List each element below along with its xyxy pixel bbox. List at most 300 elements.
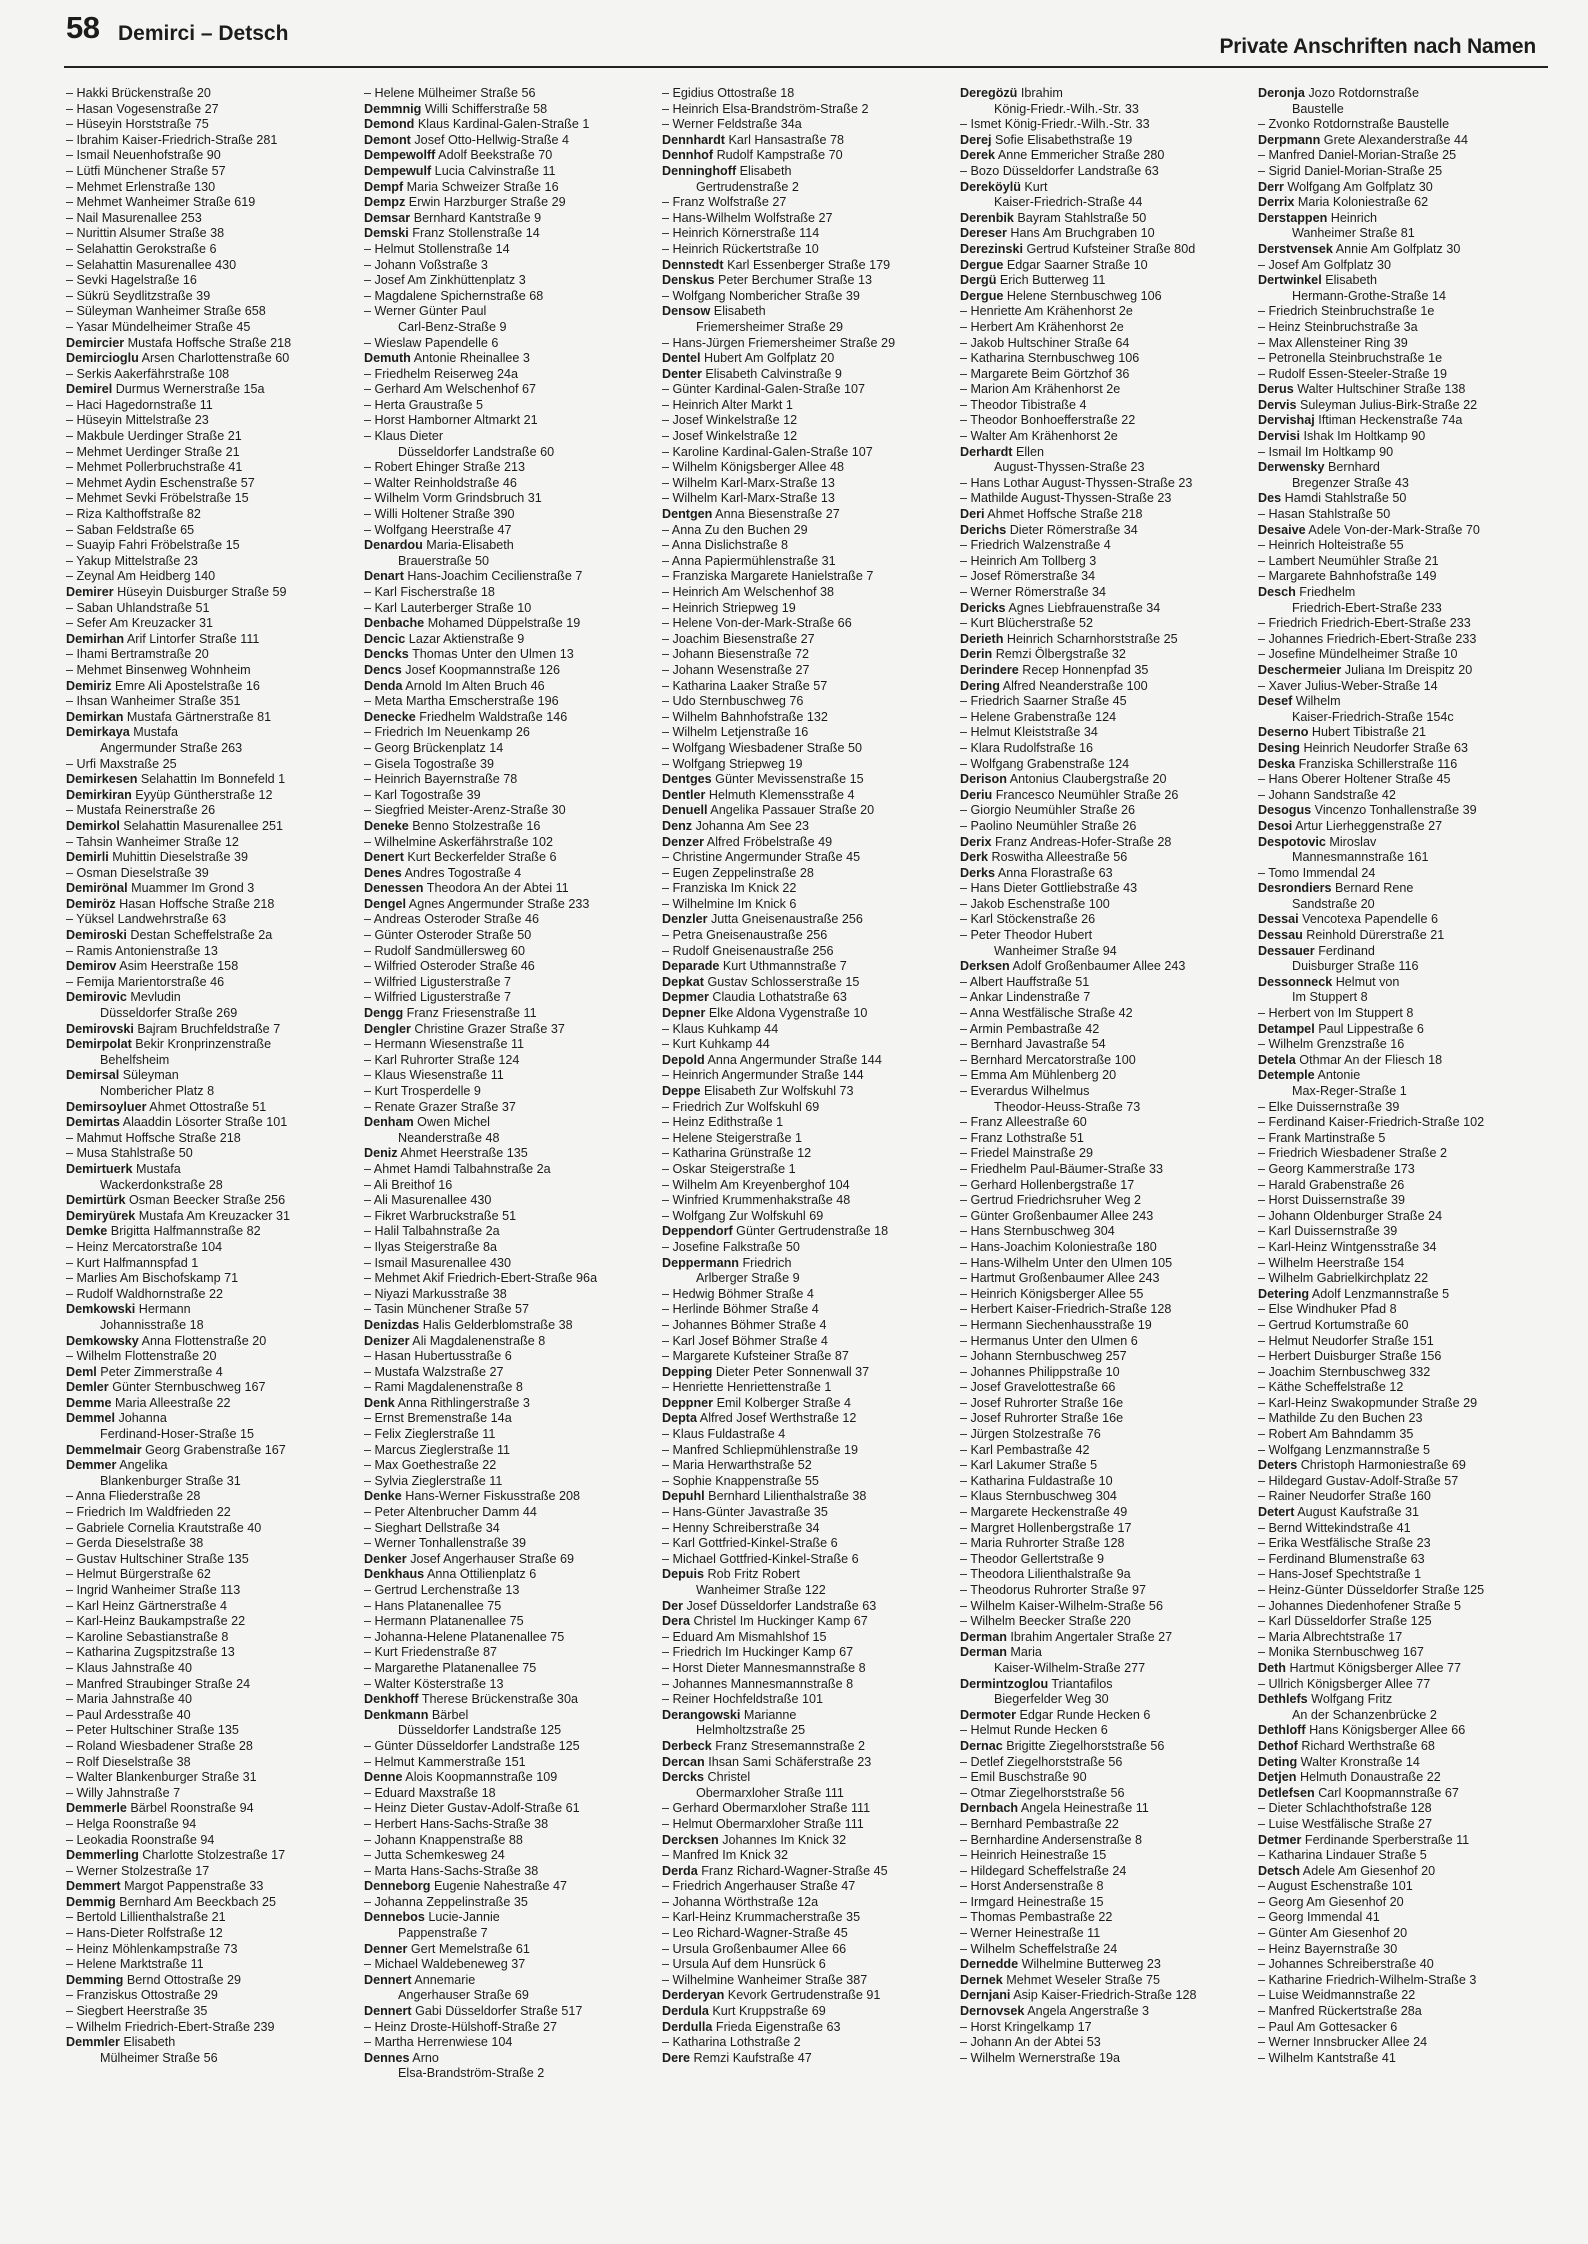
sub-entry: – Gertrud Friedrichsruher Weg 2	[960, 1193, 1142, 1208]
entry-surname: Denne	[364, 1770, 403, 1785]
sub-entry: – Joachim Sternbuschweg 332	[1258, 1364, 1431, 1379]
directory-entry	[960, 788, 1250, 804]
entry-details: Lucia Calvinstraße 11	[431, 163, 556, 178]
directory-entry	[66, 725, 356, 741]
directory-entry	[364, 2051, 654, 2067]
sub-entry: – Jakob Eschenstraße 100	[960, 896, 1110, 911]
entry-details: Bayram Stahlstraße 50	[1013, 210, 1147, 225]
sub-entry: – Selahattin Masurenallee 430	[66, 257, 237, 272]
directory-entry	[960, 1973, 1250, 1989]
sub-entry: – Anna Papiermühlenstraße 31	[662, 553, 836, 568]
sub-entry: – Wilhelm Königsberger Allee 48	[662, 460, 845, 475]
entry-surname: Des	[1258, 491, 1282, 506]
sub-entry: – Friedel Mainstraße 29	[960, 1146, 1093, 1161]
sub-entry: – Makbule Uerdinger Straße 21	[66, 429, 242, 444]
entry-surname: Denker	[364, 1551, 407, 1566]
entry-surname: Derbeck	[662, 1738, 712, 1753]
entry-surname: Dertwinkel	[1258, 273, 1322, 288]
sub-entry: – Mehmet Aydin Eschenstraße 57	[66, 475, 255, 490]
entry-details: Adele Von-der-Mark-Straße 70	[1305, 522, 1480, 537]
sub-entry: – Eduard Maxstraße 18	[364, 1785, 496, 1800]
sub-entry: – Mustafa Reinerstraße 26	[66, 803, 216, 818]
sub-entry: – Leo Richard-Wagner-Straße 45	[662, 1926, 848, 1941]
directory-entry	[364, 102, 654, 118]
entry-continuation: König-Friedr.-Wilh.-Str. 33	[994, 101, 1139, 116]
directory-entry	[1258, 133, 1548, 149]
entry-details: Friedhelm	[1295, 585, 1356, 599]
entry-details: Reinhold Dürerstraße 21	[1302, 928, 1445, 943]
sub-entry: – Urfi Maxstraße 25	[66, 756, 177, 771]
entry-details: Grete Alexanderstraße 44	[1320, 132, 1468, 147]
entry-details: Anna Flottenstraße 20	[138, 1333, 267, 1348]
entry-surname: Dethloff	[1258, 1723, 1306, 1738]
sub-entry: – Karl Gottfried-Kinkel-Straße 6	[662, 1536, 838, 1551]
sub-entry: – Herbert Hans-Sachs-Straße 38	[364, 1816, 549, 1831]
entry-surname: Derstvensek	[1258, 241, 1333, 256]
sub-entry: – Rudolf Essen-Steeler-Straße 19	[1258, 366, 1447, 381]
sub-entry: – Wilhelm Am Kreyenberghof 104	[662, 1177, 850, 1192]
sub-entry: – Karl-Heinz Baukampstraße 22	[66, 1614, 246, 1629]
sub-entry: – Wolfgang Grabenstraße 124	[960, 756, 1130, 771]
page-header	[0, 0, 1588, 66]
entry-surname: Demirli	[66, 850, 109, 865]
entry-surname: Dera	[662, 1614, 691, 1629]
entry-surname: Denninghoff	[662, 163, 737, 178]
entry-continuation: Brauerstraße 50	[398, 553, 489, 568]
sub-entry: – Heinrich Königsberger Allee 55	[960, 1286, 1144, 1301]
entry-details: Hans-Werner Fiskusstraße 208	[401, 1489, 581, 1504]
sub-entry: – Wilfried Osteroder Straße 46	[364, 959, 535, 974]
entry-details: Ishak Im Holtkamp 90	[1300, 429, 1426, 444]
entry-continuation: Kaiser-Wilhelm-Straße 277	[994, 1660, 1146, 1675]
entry-surname: Demme	[66, 1395, 112, 1410]
sub-entry: – Margarete Beim Görtzhof 36	[960, 366, 1130, 381]
sub-entry: – Hermann Platanenallee 75	[364, 1614, 524, 1629]
sub-entry: – Roland Wiesbadener Straße 28	[66, 1738, 253, 1753]
entry-surname: Dentgen	[662, 507, 713, 522]
entry-surname: Denk	[364, 1395, 395, 1410]
entry-surname: Dere	[662, 2050, 691, 2065]
sub-entry: – Wilhelm Vorm Grindsbruch 31	[364, 491, 542, 506]
entry-details: Juliana Im Dreispitz 20	[1341, 662, 1473, 677]
entry-surname: Dessai	[1258, 912, 1299, 927]
sub-entry: – Wilhelm Karl-Marx-Straße 13	[662, 491, 835, 506]
entry-details: Kurt Kruppstraße 69	[708, 2004, 826, 2019]
sub-entry: – Johannes Philippstraße 10	[960, 1364, 1120, 1379]
sub-entry: – Wilhelm Friedrich-Ebert-Straße 239	[66, 2019, 275, 2034]
directory-entry	[1258, 1723, 1548, 1739]
sub-entry: – Mehmet Pollerbruchstraße 41	[66, 460, 243, 475]
directory-entry	[66, 897, 356, 913]
entry-surname: Derpmann	[1258, 132, 1321, 147]
sub-entry: – Gertrud Kortumstraße 60	[1258, 1317, 1409, 1332]
entry-details: Franz Richard-Wagner-Straße 45	[697, 1863, 888, 1878]
entry-surname: Denkhoff	[364, 1692, 419, 1707]
entry-surname: Demirkiran	[66, 787, 132, 802]
entry-surname: Demircioglu	[66, 351, 139, 366]
entry-continuation: Ferdinand-Hoser-Straße 15	[100, 1427, 254, 1442]
entry-details: Elisabeth	[1321, 273, 1378, 288]
directory-entry	[66, 336, 356, 352]
entry-surname: Depkat	[662, 974, 704, 989]
sub-entry: – Helmut Runde Hecken 6	[960, 1723, 1108, 1738]
sub-entry: – Rami Magdalenenstraße 8	[364, 1380, 523, 1395]
sub-entry: – Sükrü Seydlitzstraße 39	[66, 288, 211, 303]
directory-entry	[1258, 180, 1548, 196]
entry-details: Margot Pappenstraße 33	[120, 1879, 264, 1894]
sub-entry: – Sieghart Dellstraße 34	[364, 1520, 500, 1535]
sub-entry: – Rudolf Waldhornstraße 22	[66, 1286, 224, 1301]
entry-details: Hartmut Königsberger Allee 77	[1286, 1660, 1462, 1675]
entry-details: Halis Gelderblomstraße 38	[419, 1317, 573, 1332]
sub-entry: – Peter Altenbrucher Damm 44	[364, 1505, 537, 1520]
entry-surname: Demont	[364, 132, 411, 147]
entry-surname: Deronja	[1258, 86, 1305, 100]
directory-entry	[1258, 975, 1548, 991]
sub-entry: – Anna Zu den Buchen 29	[662, 522, 808, 537]
directory-entry	[1258, 1864, 1548, 1880]
directory-entry	[364, 164, 654, 180]
sub-entry: – Sefer Am Kreuzacker 31	[66, 616, 213, 631]
entry-details: Jutta Gneisenaustraße 256	[707, 912, 863, 927]
sub-entry: – Klaus Wiesenstraße 11	[364, 1068, 504, 1083]
entry-details: Brigitte Ziegelhorststraße 56	[1002, 1738, 1165, 1753]
sub-entry: – Dieter Schlachthofstraße 128	[1258, 1801, 1432, 1816]
entry-details: Christoph Harmoniestraße 69	[1297, 1458, 1466, 1473]
directory-entry	[364, 1770, 654, 1786]
directory-entry	[1258, 694, 1548, 710]
sub-entry: – Thomas Pembastraße 22	[960, 1910, 1113, 1925]
entry-details: Vincenzo Tonhallenstraße 39	[1311, 803, 1477, 818]
sub-entry: – Marta Hans-Sachs-Straße 38	[364, 1863, 539, 1878]
entry-surname: Dethof	[1258, 1738, 1298, 1753]
entry-surname: Dentel	[662, 351, 701, 366]
entry-continuation: Angerhauser Straße 69	[398, 1988, 529, 2003]
entry-details: Bernd Ottostraße 29	[123, 1972, 241, 1987]
entry-details: Franz Stollenstraße 14	[408, 226, 540, 241]
sub-entry: – Wolfgang Striepweg 19	[662, 756, 803, 771]
entry-details: Ellen	[1012, 444, 1044, 459]
entry-details: Elisabeth	[710, 304, 766, 319]
directory-entry	[66, 788, 356, 804]
directory-entry	[662, 1988, 952, 2004]
sub-entry: – Oskar Steigerstraße 1	[662, 1161, 796, 1176]
sub-entry: – Johann Wesenstraße 27	[662, 662, 810, 677]
sub-entry: – Wolfgang Heerstraße 47	[364, 522, 512, 537]
directory-entry	[662, 788, 952, 804]
directory-entry	[1258, 1022, 1548, 1038]
sub-entry: – Werner Günter Paul	[364, 304, 487, 319]
entry-surname: Dennert	[364, 1972, 412, 1987]
directory-entry	[662, 1365, 952, 1381]
sub-entry: – Hasan Hubertusstraße 6	[364, 1349, 512, 1364]
entry-details: Maria Koloniestraße 62	[1294, 195, 1429, 210]
entry-details: Gert Memelstraße 61	[407, 1941, 530, 1956]
sub-entry: – Eugen Zeppelinstraße 28	[662, 865, 814, 880]
sub-entry: – Heinrich Am Tollberg 3	[960, 553, 1097, 568]
sub-entry: – Heinrich Bayernstraße 78	[364, 772, 518, 787]
entry-surname: Deppner	[662, 1395, 714, 1410]
sub-entry: – Ali Breithof 16	[364, 1177, 453, 1192]
entry-surname: Dervisi	[1258, 429, 1301, 444]
entry-continuation: Blankenburger Straße 31	[100, 1473, 241, 1488]
sub-entry: – Klaus Dieter	[364, 429, 444, 444]
entry-details: Willi Schifferstraße 58	[421, 101, 548, 116]
sub-entry: – Wolfgang Lenzmannstraße 5	[1258, 1442, 1430, 1457]
sub-entry: – Renate Grazer Straße 37	[364, 1099, 516, 1114]
entry-details: Arif Lintorfer Straße 111	[124, 631, 260, 646]
entry-continuation: Helmholtzstraße 25	[696, 1723, 806, 1738]
entry-surname: Demirkaya	[66, 725, 130, 740]
entry-details: Wolfgang Fritz	[1307, 1692, 1393, 1707]
entry-surname: Demmler	[66, 2035, 120, 2050]
sub-entry: – Andreas Osteroder Straße 46	[364, 912, 540, 927]
entry-surname: Deriu	[960, 787, 993, 802]
entry-continuation: August-Thyssen-Straße 23	[994, 460, 1145, 475]
entry-surname: Derhardt	[960, 444, 1013, 459]
entry-surname: Deneke	[364, 818, 409, 833]
entry-continuation: Düsseldorfer Landstraße 60	[398, 444, 555, 459]
entry-surname: Derezinski	[960, 241, 1023, 256]
sub-entry: – Heinz Bayernstraße 30	[1258, 1941, 1398, 1956]
entry-surname: Dergue	[960, 288, 1004, 303]
entry-continuation: Biegerfelder Weg 30	[994, 1692, 1109, 1707]
sub-entry: – Heinrich Körnerstraße 114	[662, 226, 820, 241]
entry-details: Alaaddin Lösorter Straße 101	[119, 1115, 288, 1130]
sub-entry: – Nail Masurenallee 253	[66, 210, 202, 225]
entry-surname: Demmerle	[66, 1801, 127, 1816]
sub-entry: – Robert Ehinger Straße 213	[364, 460, 526, 475]
entry-details: Antonius Claubergstraße 20	[1006, 772, 1167, 787]
sub-entry: – Josefine Mündelheimer Straße 10	[1258, 647, 1458, 662]
directory-entry	[1258, 757, 1548, 773]
sub-entry: – Joachim Biesenstraße 27	[662, 631, 815, 646]
entry-surname: Denkhaus	[364, 1567, 425, 1582]
entry-surname: Deth	[1258, 1660, 1286, 1675]
directory-entry	[662, 1053, 952, 1069]
sub-entry: – Michael Gottfried-Kinkel-Straße 6	[662, 1551, 859, 1566]
directory-entry	[66, 881, 356, 897]
entry-surname: Dempewulf	[364, 163, 432, 178]
entry-surname: Derieth	[960, 631, 1004, 646]
entry-surname: Demkowsky	[66, 1333, 139, 1348]
sub-entry: – Helmut Neudorfer Straße 151	[1258, 1333, 1434, 1348]
sub-entry: – Luise Westfälische Straße 27	[1258, 1816, 1433, 1831]
directory-entry	[66, 1443, 356, 1459]
entry-surname: Derix	[960, 834, 992, 849]
entry-surname: Denner	[364, 1941, 408, 1956]
directory-entry	[662, 164, 952, 180]
sub-entry: – Johannes Böhmer Straße 4	[662, 1317, 827, 1332]
directory-entry	[662, 351, 952, 367]
entry-details: Adele Am Giesenhof 20	[1300, 1863, 1436, 1878]
sub-entry: – Manfred Daniel-Morian-Straße 25	[1258, 148, 1457, 163]
sub-entry: – Ihsan Wanheimer Straße 351	[66, 694, 241, 709]
directory-entry	[960, 523, 1250, 539]
sub-entry: – Ali Masurenallee 430	[364, 1193, 492, 1208]
sub-entry: – Josef Am Golfplatz 30	[1258, 257, 1392, 272]
entry-details: Ferdinande Sperberstraße 11	[1301, 1832, 1470, 1847]
entry-surname: Denizer	[364, 1333, 410, 1348]
entry-details: Durmus Wernerstraße 15a	[112, 382, 265, 397]
directory-entry	[1258, 273, 1548, 289]
sub-entry: – Katharina Fuldastraße 10	[960, 1473, 1113, 1488]
sub-entry: – Werner Feldstraße 34a	[662, 117, 802, 132]
sub-entry: – Wilhelm Kaiser-Wilhelm-Straße 56	[960, 1598, 1163, 1613]
entry-continuation: Mülheimer Straße 56	[100, 2050, 218, 2065]
sub-entry: – Wieslaw Papendelle 6	[364, 335, 499, 350]
directory-entry	[66, 1022, 356, 1038]
entry-surname: Derangowski	[662, 1707, 741, 1722]
directory-entry	[960, 1957, 1250, 1973]
entry-details: Adolf Lenzmannstraße 5	[1309, 1286, 1450, 1301]
sub-entry: – Karl Togostraße 39	[364, 787, 481, 802]
sub-entry: – Lambert Neumühler Straße 21	[1258, 553, 1439, 568]
directory-entry	[364, 538, 654, 554]
sub-entry: – Niyazi Markusstraße 38	[364, 1286, 507, 1301]
sub-entry: – Heinrich Rückertstraße 10	[662, 241, 819, 256]
sub-entry: – Emil Buschstraße 90	[960, 1770, 1087, 1785]
sub-entry: – Friedrich Walzenstraße 4	[960, 538, 1111, 553]
directory-entry	[960, 1645, 1250, 1661]
entry-details: Richard Werthstraße 68	[1297, 1738, 1435, 1753]
entry-continuation: Friedrich-Ebert-Straße 233	[1292, 600, 1442, 615]
entry-surname: Densow	[662, 304, 711, 319]
sub-entry: – Riza Kalthoffstraße 82	[66, 507, 201, 522]
entry-surname: Dennert	[364, 2004, 412, 2019]
entry-details: Erwin Harzburger Straße 29	[405, 195, 566, 210]
sub-entry: – Hans Dieter Gottliebstraße 43	[960, 881, 1138, 896]
directory-entry	[960, 86, 1250, 102]
sub-entry: – Marion Am Krähenhorst 2e	[960, 382, 1121, 397]
sub-entry: – Luise Weidmannstraße 22	[1258, 1988, 1416, 2003]
entry-details: Friedrich	[738, 1255, 792, 1270]
sub-entry: – Selahattin Gerokstraße 6	[66, 241, 217, 256]
sub-entry: – Reiner Hochfeldstraße 101	[662, 1692, 824, 1707]
directory-entry	[662, 959, 952, 975]
entry-details: Elke Aldona Vygenstraße 10	[705, 1006, 868, 1021]
entry-details: Mohamed Düppelstraße 19	[424, 616, 581, 631]
sub-entry: – Sigrid Daniel-Morian-Straße 25	[1258, 163, 1443, 178]
directory-entry	[66, 1193, 356, 1209]
entry-surname: Denneborg	[364, 1879, 431, 1894]
directory-entry	[1258, 881, 1548, 897]
page-number: 58	[66, 10, 100, 45]
sub-entry: – Bernd Wittekindstraße 41	[1258, 1520, 1411, 1535]
directory-entry	[1258, 211, 1548, 227]
directory-entry	[1258, 1661, 1548, 1677]
entry-surname: Dencs	[364, 662, 402, 677]
sub-entry: – Kurt Kuhkamp 44	[662, 1037, 770, 1052]
sub-entry: – Katharine Friedrich-Wilhelm-Straße 3	[1258, 1972, 1477, 1987]
entry-surname: Derman	[960, 1645, 1007, 1660]
entry-details: Ibrahim	[1017, 86, 1063, 100]
directory-entry	[662, 990, 952, 1006]
sub-entry: – Heinz Edithstraße 1	[662, 1115, 784, 1130]
sub-entry: – Käthe Scheffelstraße 12	[1258, 1380, 1404, 1395]
entry-details: Christel	[704, 1770, 751, 1785]
sub-entry: – Erika Westfälische Straße 23	[1258, 1536, 1431, 1551]
sub-entry: – Rudolf Sandmüllersweg 60	[364, 943, 526, 958]
entry-details: Anna Biesenstraße 27	[712, 507, 840, 522]
sub-entry: – Georg Immendal 41	[1258, 1910, 1380, 1925]
entry-details: Bärbel	[428, 1707, 469, 1722]
entry-details: Brigitta Halfmannstraße 82	[107, 1224, 261, 1239]
entry-surname: Deska	[1258, 756, 1296, 771]
sub-entry: – Heinrich Alter Markt 1	[662, 397, 793, 412]
directory-entry	[66, 1224, 356, 1240]
sub-entry: – Friedrich Angerhauser Straße 47	[662, 1879, 856, 1894]
directory-entry	[662, 912, 952, 928]
entry-surname: Demkowski	[66, 1302, 136, 1317]
entry-surname: Demirtas	[66, 1115, 120, 1130]
sub-entry: – Heinrich Holteistraße 55	[1258, 538, 1404, 553]
entry-details: Anna Rithlingerstraße 3	[394, 1395, 530, 1410]
directory-entry	[960, 273, 1250, 289]
entry-continuation: Nombericher Platz 8	[100, 1084, 215, 1098]
directory-entry	[364, 1692, 654, 1708]
sub-entry: – Mehmet Uerdinger Straße 21	[66, 444, 240, 459]
sub-entry: – Helene Marktstraße 11	[66, 1957, 204, 1972]
entry-details: Angela Angerstraße 3	[1024, 2004, 1150, 2019]
sub-entry: – Karoline Kardinal-Galen-Straße 107	[662, 444, 873, 459]
entry-surname: Dercan	[662, 1754, 705, 1769]
sub-entry: – Wilhelm Letjenstraße 16	[662, 725, 809, 740]
directory-entry	[960, 133, 1250, 149]
entry-details: Bernhard Lilienthalstraße 38	[704, 1489, 867, 1504]
entry-surname: Derk	[960, 850, 989, 865]
sub-entry: – Hüseyin Mittelstraße 23	[66, 413, 209, 428]
sub-entry: – Katharina Zugspitzstraße 13	[66, 1645, 235, 1660]
sub-entry: – Wilhelmine Askerfährstraße 102	[364, 834, 553, 849]
directory-entry	[364, 850, 654, 866]
sub-entry: – Robert Am Bahndamm 35	[1258, 1427, 1414, 1442]
directory-entry	[66, 632, 356, 648]
sub-entry: – Mehmet Binsenweg Wohnheim	[66, 662, 251, 677]
sub-entry: – Josef Ruhrorter Straße 16e	[960, 1411, 1124, 1426]
directory-entry	[66, 1037, 356, 1053]
sub-entry: – Udo Sternbuschweg 76	[662, 694, 804, 709]
entry-surname: Derek	[960, 148, 996, 163]
sub-entry: – August Eschenstraße 101	[1258, 1879, 1413, 1894]
directory-entry	[662, 1755, 952, 1771]
entry-details: Alois Koopmannstraße 109	[402, 1770, 558, 1785]
entry-details: Antonie	[1314, 1068, 1361, 1083]
entry-details: Franziska Schillerstraße 116	[1295, 756, 1458, 771]
entry-continuation: Hermann-Grothe-Straße 14	[1292, 288, 1446, 303]
entry-details: Rudolf Kampstraße 70	[713, 148, 843, 163]
entry-surname: Deting	[1258, 1754, 1298, 1769]
entry-continuation: Kaiser-Friedrich-Straße 44	[994, 195, 1143, 210]
sub-entry: – Werner Heinestraße 11	[960, 1926, 1101, 1941]
entry-details: Adolf Großenbaumer Allee 243	[1009, 959, 1186, 974]
sub-entry: – Hans Sternbuschweg 304	[960, 1224, 1115, 1239]
entry-details: Heinrich Neudorfer Straße 63	[1300, 740, 1468, 755]
directory-entry	[662, 1084, 952, 1100]
directory-entry	[1258, 835, 1548, 851]
entry-details: Miroslav	[1325, 834, 1377, 849]
entry-surname: Demond	[364, 117, 415, 132]
entry-surname: Demirönal	[66, 881, 128, 896]
entry-details: Karl Essenberger Straße 179	[723, 257, 891, 272]
directory-column-3	[662, 86, 952, 2230]
entry-details: Antonie Rheinallee 3	[410, 351, 530, 366]
sub-entry: – Nurittin Alsumer Straße 38	[66, 226, 225, 241]
directory-entry	[364, 117, 654, 133]
sub-entry: – Gerhard Obermarxloher Straße 111	[662, 1801, 871, 1816]
directory-entry	[960, 663, 1250, 679]
sub-entry: – Jürgen Stolzestraße 76	[960, 1427, 1101, 1442]
